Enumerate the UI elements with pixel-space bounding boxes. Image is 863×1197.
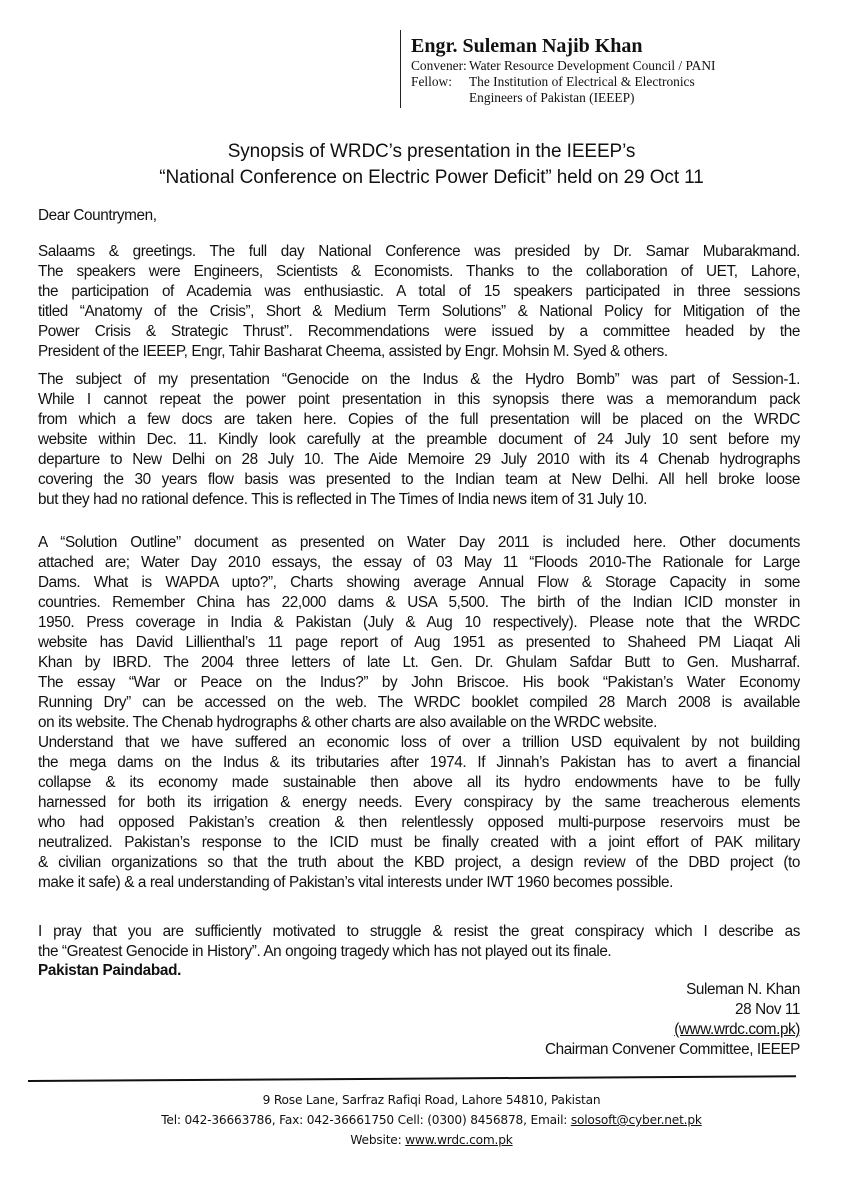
paragraph-5: [38, 922, 800, 962]
convener-label: Convener:: [411, 58, 467, 73]
greeting: Dear Countrymen,: [38, 207, 157, 224]
footer-website-link[interactable]: www.wrdc.com.pk: [405, 1133, 513, 1147]
paragraph-line: Understand that we have suffered an economic loss of over a trillion USD equivalent by not building: [38, 734, 800, 751]
fellow-label: Fellow:: [411, 74, 452, 89]
paragraph-line: I pray that you are sufficiently motivated to struggle & resist the great conspiracy which I describe as: [38, 923, 800, 940]
convener-value: Water Resource Development Council / PANI: [469, 58, 716, 73]
paragraph-line: covering the 30 years flow basis was presented to the Indian team at New Delhi. All hell broke loose: [38, 471, 800, 488]
footer-divider: [28, 1075, 796, 1081]
letterhead: [400, 30, 831, 108]
paragraph-line: make it safe) & a real understanding of Pakistan’s vital interests under IWT 1960 becomes possible.: [38, 874, 673, 891]
paragraph-line: harnessed for both its irrigation & energy needs. Every conspiracy by the same treacherous elements: [38, 794, 800, 811]
fellow-row: [411, 74, 831, 90]
paragraph-line: the “Greatest Genocide in History”. An ongoing tragedy which has not played out its finale.: [38, 943, 612, 960]
fellow-value-continued: Engineers of Pakistan (IEEEP): [469, 90, 635, 105]
paragraph-line: & civilian organizations so that the truth about the KBD project, a design review of the DBD project (to: [38, 854, 800, 871]
paragraph-line: Salaams & greetings. The full day National Conference was presided by Dr. Samar Mubarakmand.: [38, 243, 800, 260]
signatory-role: Chairman Convener Committee, IEEEP: [544, 1041, 800, 1058]
paragraph-line: the participation of Academia was enthusiastic. A total of 15 speakers participated in three sessions: [38, 283, 800, 300]
signature-date: 28 Nov 11: [735, 1001, 800, 1018]
paragraph-line: Dams. What is WAPDA upto?”, Charts showing average Annual Flow & Storage Capacity in some: [38, 574, 800, 591]
paragraph-4: [38, 733, 800, 893]
paragraph-line: Power Crisis & Strategic Thrust”. Recommendations were issued by a committee headed by the: [38, 323, 800, 340]
fellow-value: The Institution of Electrical & Electronics: [469, 74, 695, 89]
document-title-line-2: “National Conference on Electric Power Deficit” held on 29 Oct 11: [159, 167, 704, 188]
paragraph-line: titled “Anatomy of the Crisis”, Short & Medium Term Solutions” & National Policy for Mitigation of the: [38, 303, 800, 320]
closing-slogan: Pakistan Paindabad.: [38, 962, 182, 979]
paragraph-line: 1950. Press coverage in India & Pakistan (July & Aug 10 respectively). Please note that the WRDC: [38, 614, 800, 631]
footer-website-label: Website:: [350, 1133, 406, 1147]
paragraph-1: [38, 242, 800, 362]
paragraph-line: A “Solution Outline” document as presented on Water Day 2011 is included here. Other documents: [38, 534, 800, 551]
paragraph-line: countries. Remember China has 22,000 dams & USA 5,500. The birth of the Indian ICID monster in: [38, 594, 800, 611]
paragraph-2: [38, 370, 800, 510]
paragraph-line: The essay “War or Peace on the Indus?” by John Briscoe. His book “Pakistan’s Water Economy: [38, 674, 800, 691]
paragraph-line: The speakers were Engineers, Scientists & Economists. Thanks to the collaboration of UET, Lahore,: [38, 263, 800, 280]
footer-contact-numbers: Tel: 042-36663786, Fax: 042-36661750 Cell: (0300) 8456878, Email:: [161, 1113, 571, 1127]
paragraph-line: the mega dams on the Indus & its tributaries after 1974. If Jinnah’s Pakistan has to avert a financial: [38, 754, 800, 771]
footer: [0, 1090, 863, 1150]
signature-block: [545, 980, 800, 1060]
sender-name: Engr. Suleman Najib Khan: [411, 35, 643, 57]
paragraph-line: neutralized. Pakistan’s response to the ICID must be finally created with a joint effort of PAK military: [38, 834, 800, 851]
paragraph-line: collapse & its economy made sustainable then above all its hydro endowments have to be fully: [38, 774, 800, 791]
paragraph-line: but they had no rational defence. This is reflected in The Times of India news item of 31 July 10.: [38, 491, 648, 508]
paragraph-line: President of the IEEEP, Engr, Tahir Basharat Cheema, assisted by Engr. Mohsin M. Syed & others.: [38, 343, 668, 360]
paragraph-line: website has David Lillienthal’s 11 page report of Aug 1951 as presented to Shaheed PM Liaqat Ali: [38, 634, 800, 651]
paragraph-line: While I cannot repeat the power point presentation in this synopsis there was a memorandum pack: [38, 391, 800, 408]
paragraph-line: The subject of my presentation “Genocide on the Indus & the Hydro Bomb” was part of Session-1.: [38, 371, 800, 388]
footer-address: 9 Rose Lane, Sarfraz Rafiqi Road, Lahore 54810, Pakistan: [262, 1093, 601, 1107]
paragraph-line: website within Dec. 11. Kindly look carefully at the preamble document of 24 July 10 sent before my: [38, 431, 800, 448]
paragraph-line: departure to New Delhi on 28 July 10. The Aide Memoire 29 July 2010 with its 4 Chenab hydrographs: [38, 451, 800, 468]
signatory-name: Suleman N. Khan: [686, 981, 800, 998]
footer-website-row: [0, 1130, 863, 1150]
paragraph-line: on its website. The Chenab hydrographs & other charts are also available on the WRDC website.: [38, 714, 657, 731]
paragraph-line: who had opposed Pakistan’s creation & then relentlessly opposed multi-purpose reservoirs must be: [38, 814, 800, 831]
paragraph-line: Khan by IBRD. The 2004 three letters of late Lt. Gen. Dr. Ghulam Safdar Butt to Gen. Musharraf.: [38, 654, 800, 671]
paragraph-3: [38, 533, 800, 733]
footer-email-link[interactable]: solosoft@cyber.net.pk: [570, 1113, 702, 1127]
convener-row: [411, 58, 831, 74]
paragraph-line: attached are; Water Day 2010 essays, the essay of 03 May 11 “Floods 2010-The Rationale for Large: [38, 554, 800, 571]
paragraph-line: from which a few docs are taken here. Copies of the full presentation will be placed on the WRDC: [38, 411, 800, 428]
footer-contact: [0, 1110, 863, 1130]
paragraph-line: Running Dry” can be accessed on the web. The WRDC booklet compiled 28 March 2008 is available: [38, 694, 800, 711]
signature-website-link[interactable]: (www.wrdc.com.pk): [674, 1021, 800, 1038]
document-title-line-1: Synopsis of WRDC’s presentation in the IEEEP’s: [227, 141, 636, 162]
